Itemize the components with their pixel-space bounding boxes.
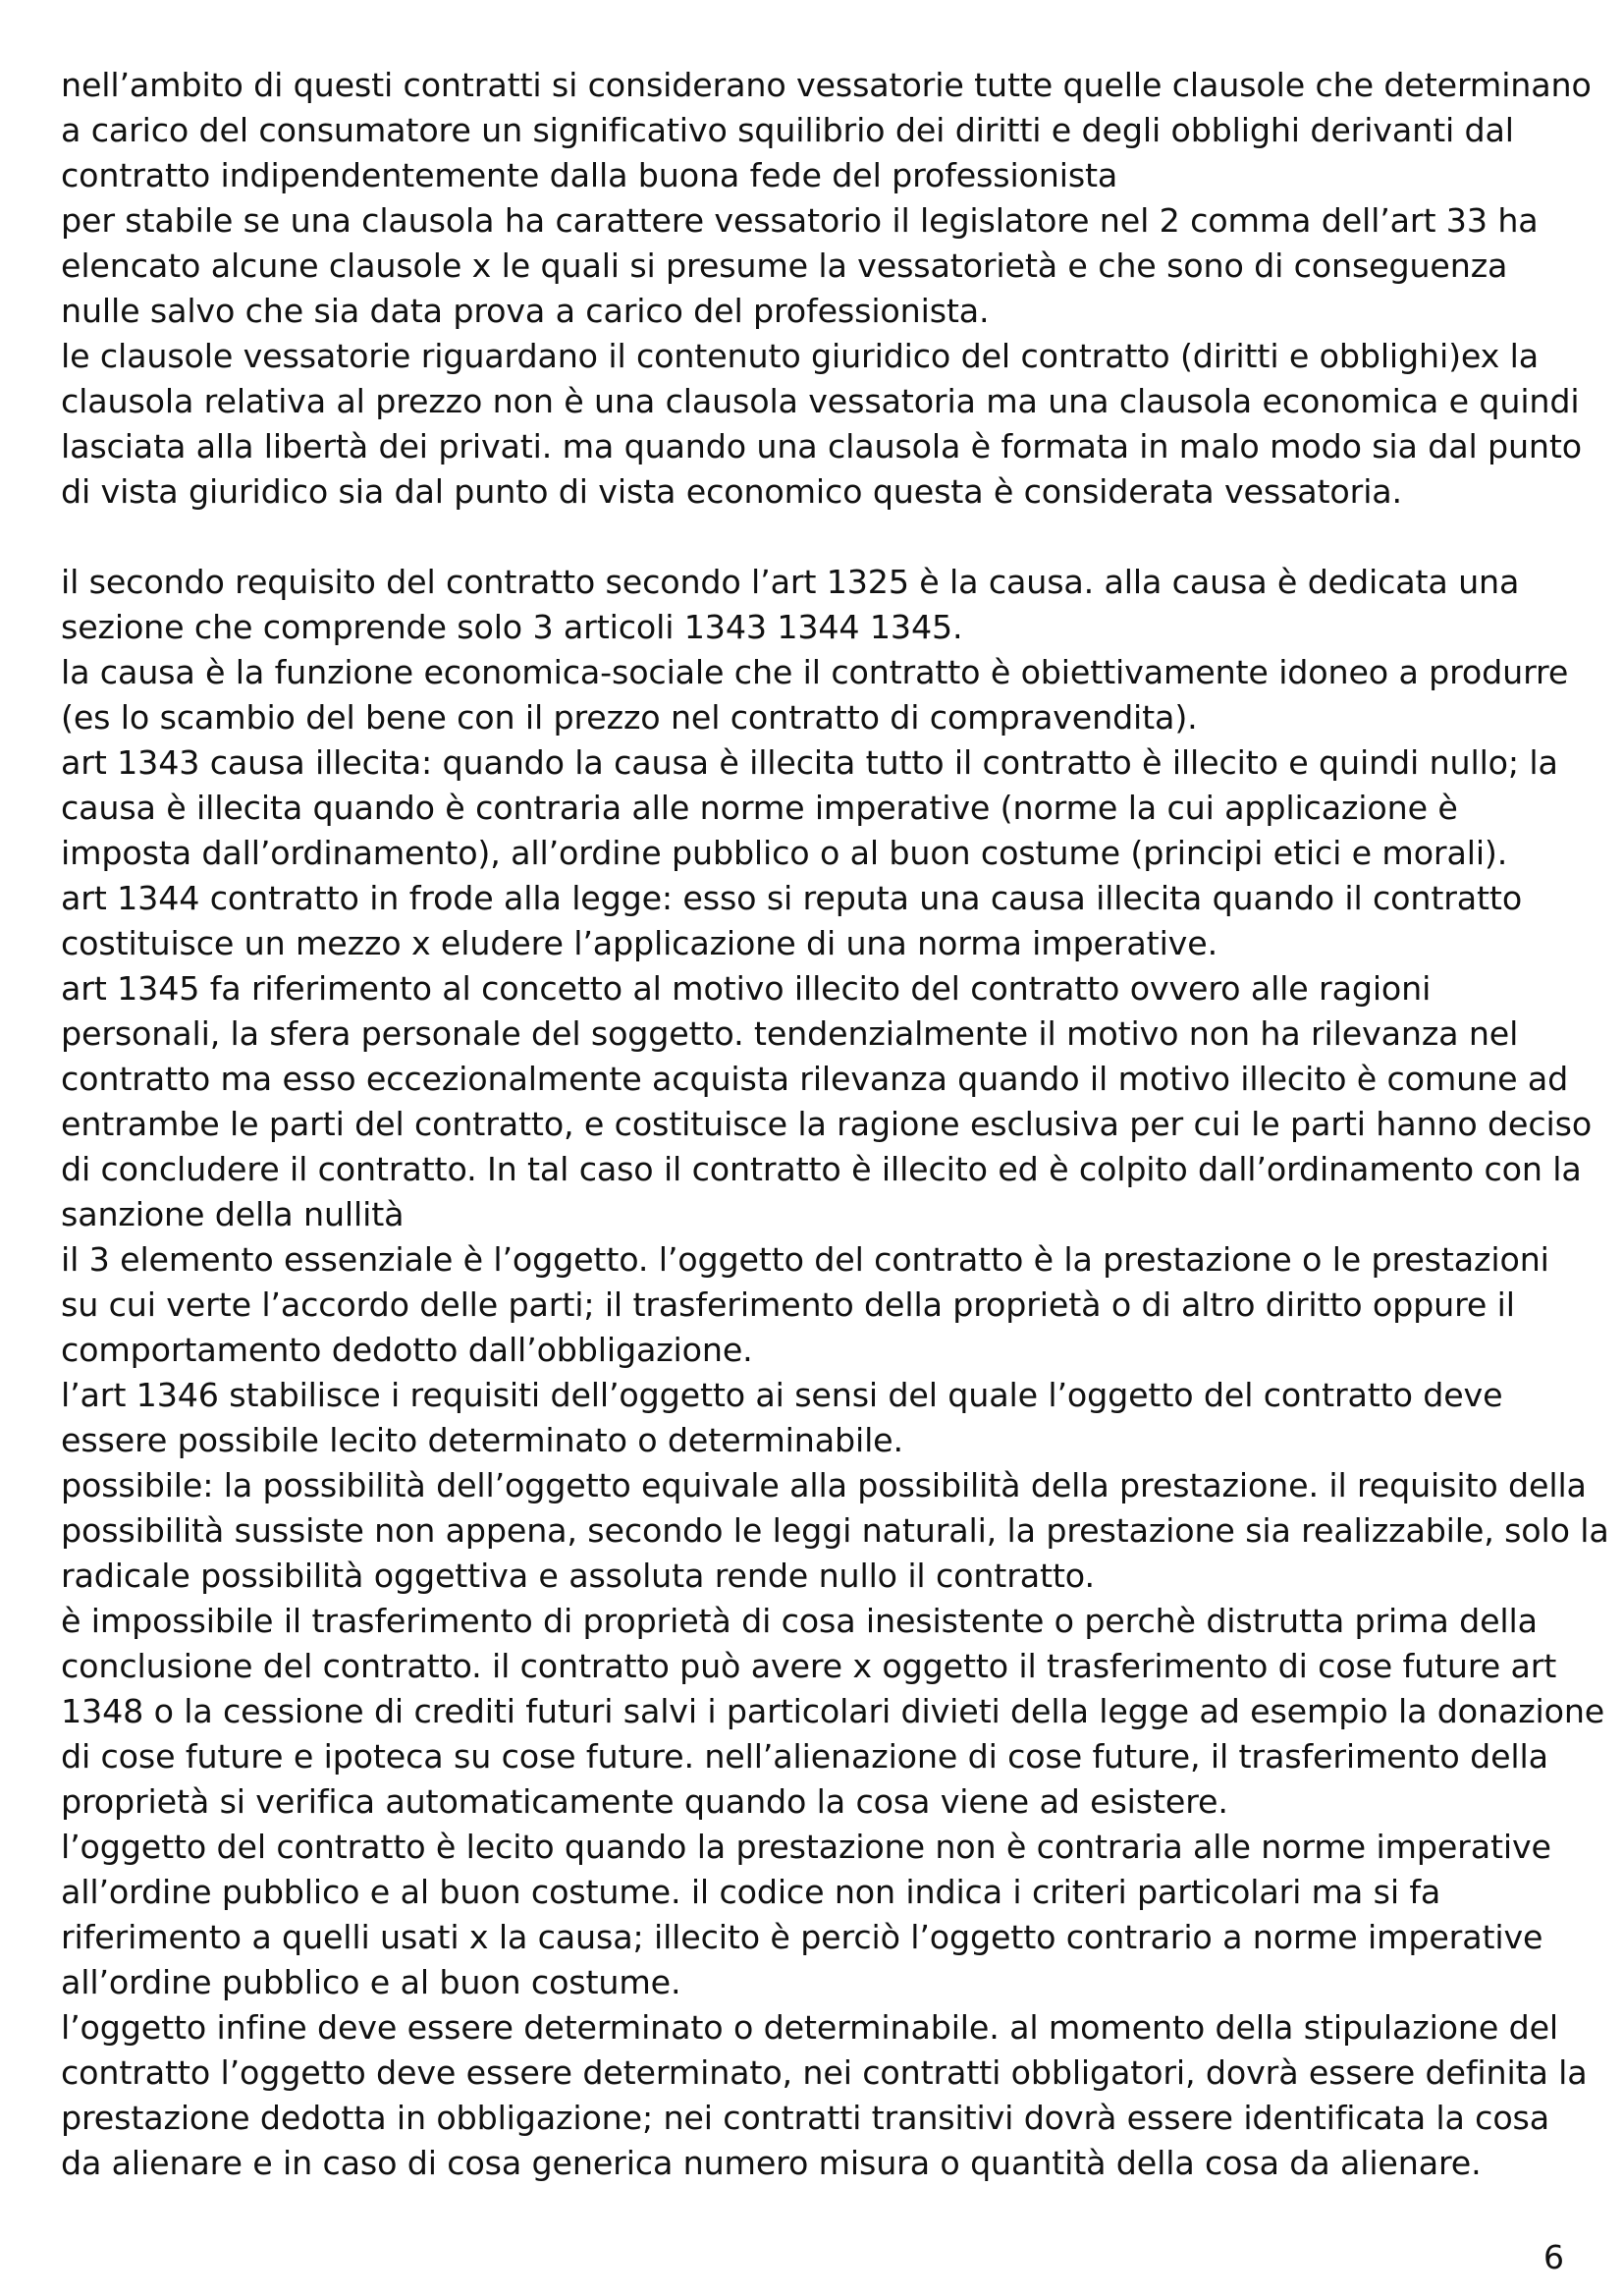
- text-line: comportamento dedotto dall’obbligazione.: [61, 1331, 753, 1369]
- page-number: 6: [1543, 2238, 1564, 2276]
- text-line: (es lo scambio del bene con il prezzo nel contratto di compravendita).: [61, 698, 1198, 737]
- text-line: nell’ambito di questi contratti si considerano vessatorie tutte quelle clausole che determinano: [61, 66, 1592, 104]
- text-line: contratto l’oggetto deve essere determinato, nei contratti obbligatori, dovrà essere definita la: [61, 2053, 1588, 2092]
- text-line: all’ordine pubblico e al buon costume.: [61, 1963, 681, 2001]
- text-line: possibile: la possibilità dell’oggetto equivale alla possibilità della prestazione. il requisito della: [61, 1466, 1587, 1504]
- text-line: costituisce un mezzo x eludere l’applicazione di una norma imperative.: [61, 924, 1218, 962]
- text-line: a carico del consumatore un significativo squilibrio dei diritti e degli obblighi derivanti dal: [61, 111, 1514, 149]
- paragraph-art-1345: [61, 966, 1593, 1237]
- paragraph-contenuto-giuridico: [61, 334, 1583, 515]
- text-line: clausola relativa al prezzo non è una clausola vessatoria ma una clausola economica e quindi: [61, 382, 1580, 420]
- paragraph-art-33-comma-2: [61, 198, 1573, 334]
- document-body: [61, 63, 1609, 2186]
- text-line: 1348 o la cessione di crediti futuri salvi i particolari divieti della legge ad esempio la donazione: [61, 1692, 1605, 1730]
- text-line: radicale possibilità oggettiva e assoluta rende nullo il contratto.: [61, 1557, 1095, 1595]
- text-line: elencato alcune clausole x le quali si presume la vessatorietà e che sono di conseguenza: [61, 246, 1508, 285]
- paragraph-causa-requisito: [61, 560, 1573, 650]
- text-line: contratto ma esso eccezionalmente acquista rilevanza quando il motivo illecito è comune ad: [61, 1060, 1569, 1098]
- paragraph-oggetto-elemento: [61, 1237, 1573, 1373]
- text-line: è impossibile il trasferimento di proprietà di cosa inesistente o perchè distrutta prima della: [61, 1602, 1538, 1640]
- paragraph-spacer: [61, 515, 1573, 560]
- text-line: entrambe le parti del contratto, e costituisce la ragione esclusiva per cui le parti hanno deciso: [61, 1105, 1593, 1143]
- text-line: sezione che comprende solo 3 articoli 1343 1344 1345.: [61, 608, 963, 646]
- text-line: lasciata alla libertà dei privati. ma quando una clausola è formata in malo modo sia dal punto: [61, 427, 1583, 465]
- text-line: di concludere il contratto. In tal caso il contratto è illecito ed è colpito dall’ordinamento con la: [61, 1150, 1582, 1188]
- text-line: all’ordine pubblico e al buon costume. il codice non indica i criteri particolari ma si fa: [61, 1873, 1441, 1911]
- text-line: causa è illecita quando è contraria alle norme imperative (norme la cui applicazione è: [61, 789, 1458, 827]
- text-line: contratto indipendentemente dalla buona fede del professionista: [61, 156, 1118, 194]
- text-line: conclusione del contratto. il contratto può avere x oggetto il trasferimento di cose future art: [61, 1647, 1557, 1685]
- text-line: la causa è la funzione economica-sociale che il contratto è obiettivamente idoneo a produrre: [61, 653, 1569, 691]
- text-line: di cose future e ipoteca su cose future. nell’alienazione di cose future, il trasferimento della: [61, 1737, 1548, 1776]
- text-line: l’oggetto del contratto è lecito quando la prestazione non è contraria alle norme imperative: [61, 1828, 1551, 1866]
- text-line: riferimento a quelli usati x la causa; illecito è perciò l’oggetto contrario a norme imperative: [61, 1918, 1543, 1956]
- text-line: le clausole vessatorie riguardano il contenuto giuridico del contratto (diritti e obblighi)ex la: [61, 337, 1539, 375]
- text-line: di vista giuridico sia dal punto di vista economico questa è considerata vessatoria.: [61, 472, 1402, 511]
- text-line: essere possibile lecito determinato o determinabile.: [61, 1421, 903, 1459]
- text-line: per stabile se una clausola ha carattere vessatorio il legislatore nel 2 comma dell’art 33 ha: [61, 201, 1539, 240]
- paragraph-art-1344: [61, 876, 1573, 966]
- text-line: art 1343 causa illecita: quando la causa è illecita tutto il contratto è illecito e quindi nullo; la: [61, 743, 1558, 782]
- paragraph-art-1346: [61, 1373, 1573, 1463]
- text-line: sanzione della nullità: [61, 1195, 405, 1233]
- text-line: imposta dall’ordinamento), all’ordine pubblico o al buon costume (principi etici e morali).: [61, 834, 1508, 872]
- text-line: l’oggetto infine deve essere determinato o determinabile. al momento della stipulazione del: [61, 2008, 1559, 2047]
- paragraph-possibile: [61, 1463, 1609, 1599]
- paragraph-clausole-vessatorie-ambito: [61, 63, 1592, 198]
- text-line: art 1345 fa riferimento al concetto al motivo illecito del contratto ovvero alle ragioni: [61, 969, 1432, 1008]
- text-line: nulle salvo che sia data prova a carico del professionista.: [61, 292, 990, 330]
- text-line: possibilità sussiste non appena, secondo le leggi naturali, la prestazione sia realizzabile, solo la: [61, 1511, 1609, 1550]
- text-line: personali, la sfera personale del soggetto. tendenzialmente il motivo non ha rilevanza nel: [61, 1014, 1519, 1053]
- paragraph-art-1343: [61, 740, 1573, 876]
- text-line: art 1344 contratto in frode alla legge: esso si reputa una causa illecita quando il contratto: [61, 879, 1523, 917]
- text-line: prestazione dedotta in obbligazione; nei contratti transitivi dovrà essere identificata la cosa: [61, 2099, 1550, 2137]
- text-line: da alienare e in caso di cosa generica numero misura o quantità della cosa da alienare.: [61, 2144, 1482, 2182]
- text-line: su cui verte l’accordo delle parti; il trasferimento della proprietà o di altro diritto oppure il: [61, 1285, 1515, 1324]
- text-line: proprietà si verifica automaticamente quando la cosa viene ad esistere.: [61, 1782, 1228, 1821]
- text-line: il 3 elemento essenziale è l’oggetto. l’oggetto del contratto è la prestazione o le prestazioni: [61, 1240, 1549, 1279]
- paragraph-causa-funzione: [61, 650, 1573, 740]
- text-line: l’art 1346 stabilisce i requisiti dell’oggetto ai sensi del quale l’oggetto del contratto deve: [61, 1376, 1503, 1414]
- paragraph-determinato: [61, 2005, 1588, 2186]
- paragraph-lecito: [61, 1825, 1573, 2005]
- text-line: il secondo requisito del contratto secondo l’art 1325 è la causa. alla causa è dedicata una: [61, 563, 1520, 601]
- paragraph-impossibile: [61, 1599, 1605, 1825]
